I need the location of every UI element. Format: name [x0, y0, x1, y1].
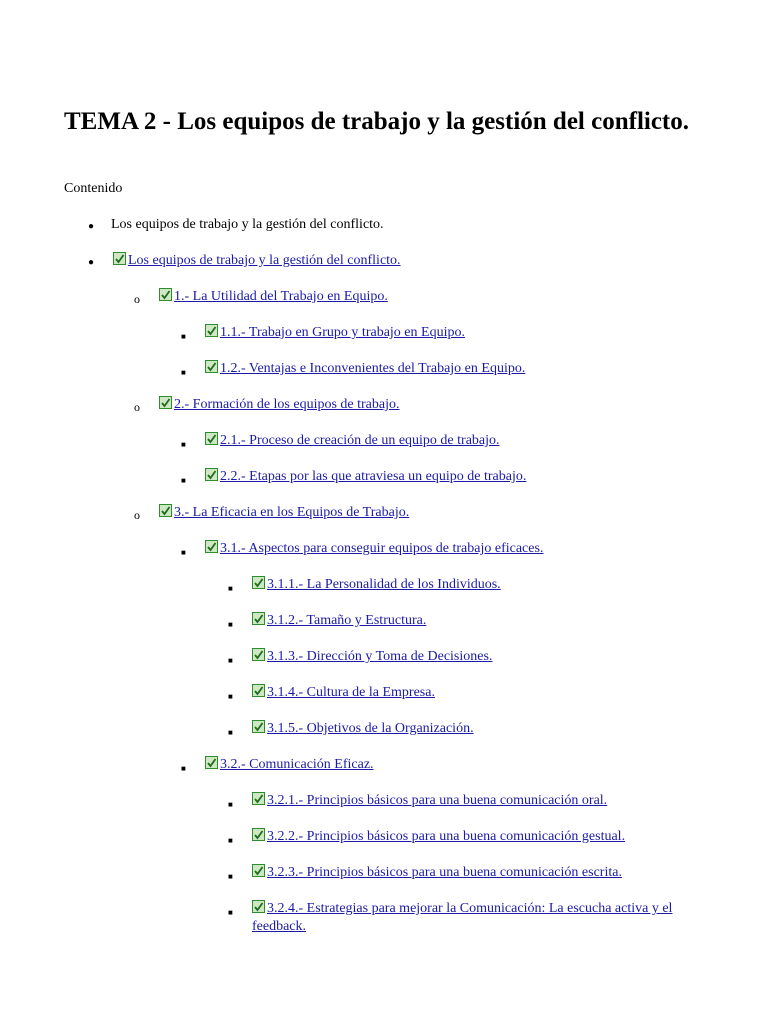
bullet-square: ■: [181, 368, 186, 377]
toc-item-3-1-5[interactable]: [252, 720, 474, 738]
toc-item-1-1[interactable]: [205, 324, 465, 342]
bullet-circle: o: [134, 508, 140, 522]
toc-item-3-1[interactable]: [205, 540, 543, 558]
toc-link-1-2[interactable]: 1.2.- Ventajas e Inconvenientes del Trabajo en Equipo.: [220, 361, 526, 376]
checked-page-icon: [205, 540, 218, 553]
toc-link-2-2[interactable]: 2.2.- Etapas por las que atraviesa un equipo de trabajo.: [220, 469, 527, 484]
bullet-square: ■: [228, 728, 233, 737]
checked-page-icon: [205, 324, 218, 337]
bullet-square: ■: [181, 548, 186, 557]
toc-item-3-2[interactable]: [205, 756, 374, 774]
checked-page-icon: [252, 720, 265, 733]
toc-link-3-1-2[interactable]: 3.1.2.- Tamaño y Estructura.: [267, 613, 427, 628]
toc-link-3-2-3[interactable]: 3.2.3.- Principios básicos para una buena comunicación escrita.: [267, 865, 622, 880]
checked-page-icon: [252, 828, 265, 841]
bullet-circle: o: [134, 292, 140, 306]
bullet-square: ■: [228, 692, 233, 701]
checked-page-icon: [252, 792, 265, 805]
bullet-square: ■: [181, 764, 186, 773]
toc-link-2[interactable]: 2.- Formación de los equipos de trabajo.: [174, 397, 400, 412]
bullet-square: ■: [181, 476, 186, 485]
toc-link-3-2-1[interactable]: 3.2.1.- Principios básicos para una buena comunicación oral.: [267, 793, 608, 808]
toc-item-3[interactable]: [159, 504, 409, 522]
toc-link-3[interactable]: 3.- La Eficacia en los Equipos de Trabajo.: [174, 505, 410, 520]
toc-link-2-1[interactable]: 2.1.- Proceso de creación de un equipo de trabajo.: [220, 433, 500, 448]
checked-page-icon: [252, 900, 265, 913]
toc-link-1[interactable]: 1.- La Utilidad del Trabajo en Equipo.: [174, 289, 388, 304]
checked-page-icon: [252, 612, 265, 625]
bullet-disc: ●: [88, 257, 95, 268]
intro-item: Los equipos de trabajo y la gestión del conflicto.: [111, 217, 384, 232]
bullet-disc: ●: [88, 221, 95, 232]
bullet-square: ■: [228, 836, 233, 845]
checked-page-icon: [205, 756, 218, 769]
toc-link-3-2[interactable]: 3.2.- Comunicación Eficaz.: [220, 757, 374, 772]
toc-item-3-2-2[interactable]: [252, 828, 625, 846]
toc-link-3-1-1[interactable]: 3.1.1.- La Personalidad de los Individuos.: [267, 577, 501, 592]
toc-item-3-2-4[interactable]: [252, 900, 708, 936]
toc-link-3-1[interactable]: 3.1.- Aspectos para conseguir equipos de trabajo eficaces.: [220, 541, 544, 556]
checked-page-icon: [113, 252, 126, 265]
toc-link-3-2-2[interactable]: 3.2.2.- Principios básicos para una buena comunicación gestual.: [267, 829, 626, 844]
checked-page-icon: [205, 432, 218, 445]
bullet-square: ■: [228, 620, 233, 629]
bullet-square: ■: [228, 584, 233, 593]
toc-item-2-1[interactable]: [205, 432, 500, 450]
checked-page-icon: [252, 864, 265, 877]
toc-link-1-1[interactable]: 1.1.- Trabajo en Grupo y trabajo en Equipo.: [220, 325, 465, 340]
checked-page-icon: [159, 504, 172, 517]
checked-page-icon: [252, 648, 265, 661]
checked-page-icon: [159, 288, 172, 301]
toc-item-1[interactable]: [159, 288, 388, 306]
bullet-circle: o: [134, 400, 140, 414]
page-title: TEMA 2 - Los equipos de trabajo y la gestión del conflicto.: [64, 108, 690, 135]
checked-page-icon: [252, 684, 265, 697]
toc-item-2-2[interactable]: [205, 468, 526, 486]
checked-page-icon: [252, 576, 265, 589]
toc-item-3-1-2[interactable]: [252, 612, 426, 630]
contents-label: Contenido: [64, 181, 123, 196]
toc-item-3-1-1[interactable]: [252, 576, 501, 594]
bullet-square: ■: [228, 656, 233, 665]
toc-link-3-1-5[interactable]: 3.1.5.- Objetivos de la Organización.: [267, 721, 474, 736]
toc-link-3-1-4[interactable]: 3.1.4.- Cultura de la Empresa.: [267, 685, 435, 700]
toc-link-3-1-3[interactable]: 3.1.3.- Dirección y Toma de Decisiones.: [267, 649, 493, 664]
toc-item-3-2-1[interactable]: [252, 792, 607, 810]
toc-item-3-2-3[interactable]: [252, 864, 622, 882]
checked-page-icon: [205, 360, 218, 373]
checked-page-icon: [205, 468, 218, 481]
toc-item-2[interactable]: [159, 396, 400, 414]
bullet-square: ■: [181, 440, 186, 449]
bullet-square: ■: [181, 332, 186, 341]
bullet-square: ■: [228, 908, 233, 917]
bullet-square: ■: [228, 872, 233, 881]
toc-item-3-1-3[interactable]: [252, 648, 492, 666]
checked-page-icon: [159, 396, 172, 409]
toc-link-3-2-4[interactable]: 3.2.4.- Estrategias para mejorar la Comunicación: La escucha activa y el feedback.: [252, 901, 673, 934]
bullet-square: ■: [228, 800, 233, 809]
toc-item-1-2[interactable]: [205, 360, 525, 378]
toc-link-root[interactable]: Los equipos de trabajo y la gestión del conflicto.: [128, 253, 401, 268]
toc-item-3-1-4[interactable]: [252, 684, 435, 702]
toc-item-root[interactable]: [113, 252, 401, 270]
